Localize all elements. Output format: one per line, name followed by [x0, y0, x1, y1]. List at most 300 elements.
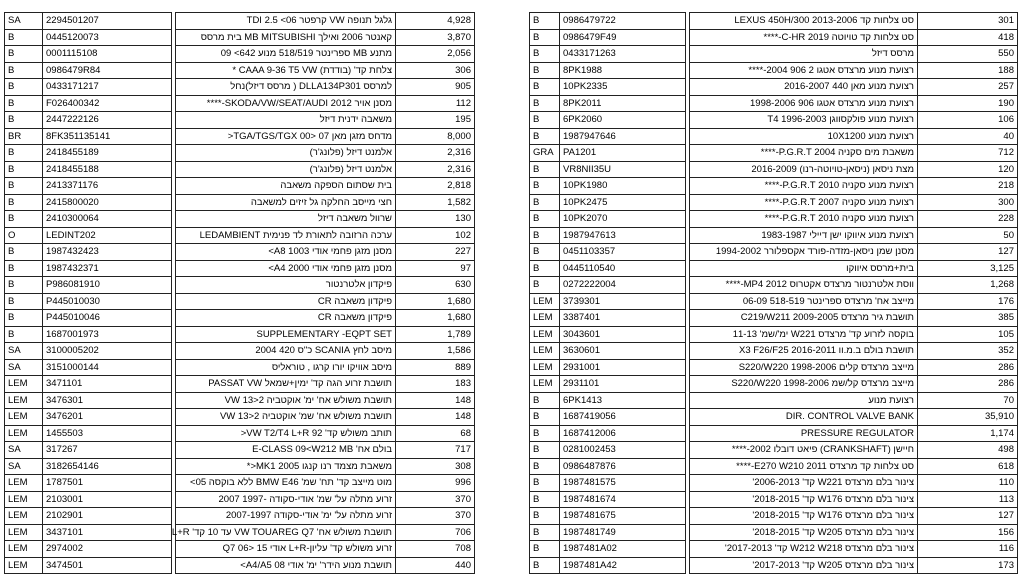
- part-number-cell: 2294501207: [43, 13, 172, 30]
- description-cell: מסנן מזגן פחמי אודי A8 1003>: [176, 244, 396, 261]
- description-cell: תושבת בולם ב.מ.וו X3 F26/F25 2016-2011: [690, 343, 918, 360]
- description-cell: DIR. CONTROL VALVE BANK: [690, 409, 918, 426]
- description-cell: סט צלחות קד טויוטה C-HR 2019-****: [690, 29, 918, 46]
- table-row: [530, 310, 1018, 327]
- category-code-cell: LEM: [5, 392, 43, 409]
- description-cell: מיסב אוויקו יורו קרגו , טוראליס: [176, 359, 396, 376]
- price-cell: 630: [396, 277, 475, 294]
- description-cell: מייצב מרצדס קל/שמ S220/W220 1998-2006: [690, 376, 918, 393]
- part-number-cell: 3182654146: [43, 458, 172, 475]
- part-number-cell: 3100005202: [43, 343, 172, 360]
- category-code-cell: B: [530, 458, 560, 475]
- price-cell: 97: [396, 260, 475, 277]
- category-code-cell: B: [530, 541, 560, 558]
- price-cell: 1,586: [396, 343, 475, 360]
- price-cell: 370: [396, 508, 475, 525]
- part-number-cell: 6PK1413: [560, 392, 686, 409]
- table-row: [530, 442, 1018, 459]
- part-number-cell: F026400342: [43, 95, 172, 112]
- category-code-cell: B: [5, 161, 43, 178]
- category-code-cell: B: [5, 277, 43, 294]
- category-code-cell: B: [530, 244, 560, 261]
- price-cell: 116: [918, 541, 1018, 558]
- table-row: [530, 293, 1018, 310]
- part-number-cell: 0445120073: [43, 29, 172, 46]
- table-row: [530, 541, 1018, 558]
- part-number-cell: PA1201: [560, 145, 686, 162]
- category-code-cell: B: [5, 145, 43, 162]
- price-cell: 3,125: [918, 260, 1018, 277]
- category-code-cell: B: [5, 310, 43, 327]
- price-cell: 35,910: [918, 409, 1018, 426]
- price-cell: 2,056: [396, 46, 475, 63]
- description-cell: תושבת משולש אח' ימ' אוקטביה 2<13 VW: [176, 392, 396, 409]
- part-number-cell: 3630601: [560, 343, 686, 360]
- table-row: [530, 326, 1018, 343]
- description-cell: חצי מייסב החלקה גל זיזים למשאבה: [176, 194, 396, 211]
- description-cell: רצועת מנוע: [690, 392, 918, 409]
- category-code-cell: B: [530, 260, 560, 277]
- category-code-cell: B: [530, 46, 560, 63]
- part-number-cell: 10PK2475: [560, 194, 686, 211]
- category-code-cell: LEM: [5, 376, 43, 393]
- category-code-cell: B: [530, 178, 560, 195]
- part-number-cell: 1455503: [43, 425, 172, 442]
- table-row: [530, 260, 1018, 277]
- description-cell: בולם אח' E-CLASS 09<W212 MB: [176, 442, 396, 459]
- part-number-cell: 0445110540: [560, 260, 686, 277]
- description-cell: קאנטר 2006 ואילך MB MITSUBISHI בית מרסס: [176, 29, 396, 46]
- price-cell: 717: [396, 442, 475, 459]
- part-number-cell: 2931001: [560, 359, 686, 376]
- category-code-cell: SA: [5, 359, 43, 376]
- price-cell: 102: [396, 227, 475, 244]
- category-code-cell: B: [530, 112, 560, 129]
- category-code-cell: LEM: [530, 376, 560, 393]
- table-row: [5, 161, 475, 178]
- price-cell: 110: [918, 475, 1018, 492]
- category-code-cell: LEM: [530, 293, 560, 310]
- part-number-cell: 10PK2070: [560, 211, 686, 228]
- table-row: [5, 409, 475, 426]
- table-row: [530, 145, 1018, 162]
- category-code-cell: B: [530, 557, 560, 574]
- price-cell: 301: [918, 13, 1018, 30]
- part-number-cell: 3151000144: [43, 359, 172, 376]
- part-number-cell: 1987481A42: [560, 557, 686, 574]
- table-row: [5, 211, 475, 228]
- price-cell: 440: [396, 557, 475, 574]
- description-cell: פיקדון משאבה CR: [176, 293, 396, 310]
- description-cell: צינור בלם מרצדס W176 קד' 2018-2015': [690, 491, 918, 508]
- description-cell: זרוע משולש קד' עליון-L+R אודי Q7 06> 15: [176, 541, 396, 558]
- part-number-cell: 2102901: [43, 508, 172, 525]
- table-row: [530, 161, 1018, 178]
- part-number-cell: LEDINT202: [43, 227, 172, 244]
- category-code-cell: B: [530, 524, 560, 541]
- part-number-cell: 2931101: [560, 376, 686, 393]
- part-number-cell: 3043601: [560, 326, 686, 343]
- table-row: [530, 376, 1018, 393]
- price-cell: 300: [918, 194, 1018, 211]
- part-number-cell: 0281002453: [560, 442, 686, 459]
- table-row: [530, 277, 1018, 294]
- description-cell: סט צלחות קד LEXUS 450H/300 2013-2006: [690, 13, 918, 30]
- category-code-cell: LEM: [530, 343, 560, 360]
- price-cell: 127: [918, 244, 1018, 261]
- description-cell: מסנן מזגן פחמי אודי A4 2000>: [176, 260, 396, 277]
- table-row: [5, 359, 475, 376]
- description-cell: פיקדון משאבה CR: [176, 310, 396, 327]
- price-cell: 105: [918, 326, 1018, 343]
- price-cell: 550: [918, 46, 1018, 63]
- table-row: [5, 227, 475, 244]
- category-code-cell: B: [5, 244, 43, 261]
- table-row: [530, 178, 1018, 195]
- part-number-cell: 10PK2335: [560, 79, 686, 96]
- description-cell: SUPPLEMENTARY -EQPT SET: [176, 326, 396, 343]
- category-code-cell: LEM: [5, 409, 43, 426]
- category-code-cell: BR: [5, 128, 43, 145]
- price-cell: 306: [396, 62, 475, 79]
- part-number-cell: 1987947613: [560, 227, 686, 244]
- description-cell: צינור בלם מרצדס W212 W218 קד' 2017-2013': [690, 541, 918, 558]
- description-cell: מסנן שמן ניסאן-מזדה-פורד אקספלורר 1994-2002: [690, 244, 918, 261]
- part-number-cell: 10PK1980: [560, 178, 686, 195]
- table-row: [5, 260, 475, 277]
- table-row: [530, 95, 1018, 112]
- table-row: [530, 475, 1018, 492]
- price-cell: 385: [918, 310, 1018, 327]
- category-code-cell: LEM: [530, 326, 560, 343]
- part-number-cell: 1687412006: [560, 425, 686, 442]
- description-cell: תושבת גיר מרצדס C219/W211 2009-2005: [690, 310, 918, 327]
- description-cell: שרוול משאבה דיזל: [176, 211, 396, 228]
- price-cell: 112: [396, 95, 475, 112]
- price-cell: 706: [396, 524, 475, 541]
- description-cell: זרוע מתלה על' ימ' אודי-סקודה 2007-1997: [176, 508, 396, 525]
- price-cell: 1,680: [396, 310, 475, 327]
- description-cell: רצועת מנוע מרצדס אטגו 906 1998-2006: [690, 95, 918, 112]
- category-code-cell: B: [5, 293, 43, 310]
- part-number-cell: 1987481749: [560, 524, 686, 541]
- table-row: [5, 79, 475, 96]
- price-cell: 156: [918, 524, 1018, 541]
- part-number-cell: 1987481A02: [560, 541, 686, 558]
- part-number-cell: 1987947646: [560, 128, 686, 145]
- description-cell: רצועת מנוע מרצדס אטגו 2 906 2004-****: [690, 62, 918, 79]
- price-cell: 498: [918, 442, 1018, 459]
- part-number-cell: P986081910: [43, 277, 172, 294]
- left-table-body: [5, 13, 475, 574]
- price-cell: 190: [918, 95, 1018, 112]
- part-number-cell: 6PK2060: [560, 112, 686, 129]
- part-number-cell: 2418455189: [43, 145, 172, 162]
- description-cell: משאבה ידנית דיזל: [176, 112, 396, 129]
- description-cell: PRESSURE REGULATOR: [690, 425, 918, 442]
- part-number-cell: 1987481674: [560, 491, 686, 508]
- part-number-cell: 8PK2011: [560, 95, 686, 112]
- part-number-cell: 1987481675: [560, 508, 686, 525]
- price-cell: 176: [918, 293, 1018, 310]
- table-row: [530, 244, 1018, 261]
- category-code-cell: B: [530, 62, 560, 79]
- price-cell: 370: [396, 491, 475, 508]
- description-cell: מדחס מזגן מאן TGA/TGS/TGX 00> 07<: [176, 128, 396, 145]
- part-number-cell: 0433171263: [560, 46, 686, 63]
- description-cell: מסנן אויר SKODA/VW/SEAT/AUDI 2012-****: [176, 95, 396, 112]
- category-code-cell: SA: [5, 442, 43, 459]
- part-number-cell: 0986479R84: [43, 62, 172, 79]
- price-cell: 127: [918, 508, 1018, 525]
- price-cell: 148: [396, 392, 475, 409]
- price-cell: 712: [918, 145, 1018, 162]
- table-row: [5, 557, 475, 574]
- part-number-cell: 2418455188: [43, 161, 172, 178]
- table-row: [5, 524, 475, 541]
- table-row: [5, 326, 475, 343]
- table-row: [5, 29, 475, 46]
- table-row: [5, 475, 475, 492]
- description-cell: מיסב לחץ SCANIA כ"ס 420 2004: [176, 343, 396, 360]
- price-cell: 2,316: [396, 145, 475, 162]
- description-cell: רצועת מנוע מאן 440 2016-2007: [690, 79, 918, 96]
- table-row: [530, 491, 1018, 508]
- category-code-cell: LEM: [530, 359, 560, 376]
- description-cell: מרסס דיזל: [690, 46, 918, 63]
- price-cell: 228: [918, 211, 1018, 228]
- price-cell: 40: [918, 128, 1018, 145]
- table-row: [5, 442, 475, 459]
- price-cell: 227: [396, 244, 475, 261]
- right-table-body: [530, 13, 1018, 574]
- part-number-cell: 3387401: [560, 310, 686, 327]
- table-row: [530, 508, 1018, 525]
- price-cell: 70: [918, 392, 1018, 409]
- category-code-cell: B: [5, 46, 43, 63]
- category-code-cell: B: [530, 277, 560, 294]
- table-row: [530, 79, 1018, 96]
- description-cell: צלחת קד' (בודדת) CAAA 9-36 T5 VW *: [176, 62, 396, 79]
- description-cell: תושבת מנוע הידר' ימ' אודי A4/A5 08>: [176, 557, 396, 574]
- part-number-cell: 1987432371: [43, 260, 172, 277]
- table-row: [530, 112, 1018, 129]
- description-cell: פיקדון אלטרנטור: [176, 277, 396, 294]
- category-code-cell: GRA: [530, 145, 560, 162]
- category-code-cell: SA: [5, 458, 43, 475]
- part-number-cell: P445010030: [43, 293, 172, 310]
- table-row: [5, 458, 475, 475]
- table-row: [530, 13, 1018, 30]
- category-code-cell: B: [530, 475, 560, 492]
- price-cell: 1,582: [396, 194, 475, 211]
- description-cell: מייצב מרצדס קלים S220/W220 1998-2006: [690, 359, 918, 376]
- table-row: [530, 392, 1018, 409]
- description-cell: למרסס DLLA134P301 ( מרסס דיזל)נחל: [176, 79, 396, 96]
- price-cell: 1,789: [396, 326, 475, 343]
- table-row: [530, 425, 1018, 442]
- part-number-cell: 2103001: [43, 491, 172, 508]
- price-cell: 286: [918, 359, 1018, 376]
- price-cell: 218: [918, 178, 1018, 195]
- price-cell: 1,174: [918, 425, 1018, 442]
- table-row: [530, 46, 1018, 63]
- description-cell: בוקסה לזרוע קד' מרצדס W221 ימ'/שמ' 11-13: [690, 326, 918, 343]
- category-code-cell: B: [530, 491, 560, 508]
- description-cell: ווסת אלטרנטור מרצדס אקטרוס MP4 2012-****: [690, 277, 918, 294]
- price-cell: 4,928: [396, 13, 475, 30]
- part-number-cell: 2410300064: [43, 211, 172, 228]
- category-code-cell: B: [530, 227, 560, 244]
- description-cell: חיישן (CRANKSHAFT) פיאט דובלו 2002-****: [690, 442, 918, 459]
- part-number-cell: 0272222004: [560, 277, 686, 294]
- description-cell: צינור בלם מרצדס W221 קד' 2006-2013': [690, 475, 918, 492]
- category-code-cell: B: [530, 442, 560, 459]
- table-row: [530, 29, 1018, 46]
- right-parts-table: [529, 12, 1018, 574]
- price-cell: 130: [396, 211, 475, 228]
- price-cell: 996: [396, 475, 475, 492]
- description-cell: רצועת מנוע סקניה P.G.R.T 2010-****: [690, 178, 918, 195]
- category-code-cell: B: [530, 194, 560, 211]
- description-cell: רצועת מנוע פולקסווגן T4 1996-2003: [690, 112, 918, 129]
- category-code-cell: LEM: [530, 310, 560, 327]
- description-cell: מייצב אח' מרצדס ספרינטר 518-519 06-09: [690, 293, 918, 310]
- part-number-cell: 2413371176: [43, 178, 172, 195]
- category-code-cell: B: [530, 508, 560, 525]
- table-row: [5, 145, 475, 162]
- part-number-cell: VR8NII35U: [560, 161, 686, 178]
- price-cell: 905: [396, 79, 475, 96]
- category-code-cell: B: [530, 128, 560, 145]
- category-code-cell: B: [530, 409, 560, 426]
- part-number-cell: 1787501: [43, 475, 172, 492]
- category-code-cell: B: [530, 392, 560, 409]
- price-cell: 2,316: [396, 161, 475, 178]
- category-code-cell: O: [5, 227, 43, 244]
- table-row: [5, 376, 475, 393]
- category-code-cell: B: [530, 13, 560, 30]
- description-cell: רצועת מנוע איווקו ישן דיילי 1983-1987: [690, 227, 918, 244]
- category-code-cell: SA: [5, 13, 43, 30]
- category-code-cell: LEM: [5, 541, 43, 558]
- description-cell: זרוע מתלה על' שמ' אודי-סקודה -1997 2007: [176, 491, 396, 508]
- category-code-cell: B: [5, 326, 43, 343]
- category-code-cell: B: [5, 194, 43, 211]
- part-number-cell: 1687419056: [560, 409, 686, 426]
- table-row: [5, 95, 475, 112]
- table-row: [530, 128, 1018, 145]
- price-cell: 2,818: [396, 178, 475, 195]
- price-cell: 286: [918, 376, 1018, 393]
- category-code-cell: LEM: [5, 508, 43, 525]
- part-number-cell: 1687001973: [43, 326, 172, 343]
- table-row: [530, 211, 1018, 228]
- table-row: [5, 293, 475, 310]
- description-cell: תושבת משולש אח' שמ' אוקטביה 2<13 VW: [176, 409, 396, 426]
- description-cell: רצועת מנוע סקניה P.G.R.T 2007-****: [690, 194, 918, 211]
- table-row: [5, 112, 475, 129]
- table-row: [5, 310, 475, 327]
- part-number-cell: 8PK1988: [560, 62, 686, 79]
- price-cell: 308: [396, 458, 475, 475]
- description-cell: ערכה הרזובה לתאורת לד פנימית LEDAMBIENT: [176, 227, 396, 244]
- category-code-cell: B: [530, 211, 560, 228]
- category-code-cell: B: [530, 161, 560, 178]
- table-row: [5, 13, 475, 30]
- description-cell: תותב משולש קד' VW T2/T4 L+R 92<: [176, 425, 396, 442]
- description-cell: תושבת זרוע הגה קד' ימין+שמאל PASSAT VW: [176, 376, 396, 393]
- description-cell: משאבת מים סקניה P.G.R.T 2004-****: [690, 145, 918, 162]
- table-row: [5, 508, 475, 525]
- part-number-cell: 2974002: [43, 541, 172, 558]
- category-code-cell: B: [530, 29, 560, 46]
- category-code-cell: B: [5, 211, 43, 228]
- category-code-cell: B: [5, 178, 43, 195]
- part-number-cell: 1987481575: [560, 475, 686, 492]
- table-row: [530, 409, 1018, 426]
- table-row: [530, 359, 1018, 376]
- price-cell: 3,870: [396, 29, 475, 46]
- price-cell: 120: [918, 161, 1018, 178]
- table-row: [530, 227, 1018, 244]
- table-row: [5, 541, 475, 558]
- table-row: [5, 46, 475, 63]
- part-number-cell: 0433171217: [43, 79, 172, 96]
- description-cell: רצועת מנוע 10X1200: [690, 128, 918, 145]
- price-cell: 50: [918, 227, 1018, 244]
- price-cell: 352: [918, 343, 1018, 360]
- description-cell: צינור בלם מרצדס W205 קד' 2017-2013': [690, 557, 918, 574]
- table-row: [5, 244, 475, 261]
- price-cell: 708: [396, 541, 475, 558]
- part-number-cell: P445010046: [43, 310, 172, 327]
- price-cell: 106: [918, 112, 1018, 129]
- price-cell: 173: [918, 557, 1018, 574]
- description-cell: תושבת משולש אח' VW TOUAREG Q7 עד 10 קד' L+R: [176, 524, 396, 541]
- price-cell: 418: [918, 29, 1018, 46]
- description-cell: אלמנט דיזל (פלונג'ר): [176, 161, 396, 178]
- table-row: [530, 62, 1018, 79]
- table-row: [530, 194, 1018, 211]
- price-cell: 195: [396, 112, 475, 129]
- part-number-cell: 2447222126: [43, 112, 172, 129]
- price-cell: 8,000: [396, 128, 475, 145]
- table-row: [530, 557, 1018, 574]
- category-code-cell: B: [530, 95, 560, 112]
- part-number-cell: 3476201: [43, 409, 172, 426]
- category-code-cell: B: [5, 260, 43, 277]
- price-cell: 183: [396, 376, 475, 393]
- category-code-cell: LEM: [5, 524, 43, 541]
- part-number-cell: 3437101: [43, 524, 172, 541]
- table-row: [530, 458, 1018, 475]
- description-cell: אלמנט דיזל (פלונג'ר): [176, 145, 396, 162]
- table-row: [530, 343, 1018, 360]
- category-code-cell: B: [5, 29, 43, 46]
- table-row: [5, 343, 475, 360]
- category-code-cell: B: [530, 425, 560, 442]
- description-cell: בית+מרסס איווקו: [690, 260, 918, 277]
- table-row: [5, 178, 475, 195]
- description-cell: צינור בלם מרצדס W205 קד' 2018-2015': [690, 524, 918, 541]
- part-number-cell: 1987432423: [43, 244, 172, 261]
- category-code-cell: B: [5, 95, 43, 112]
- part-number-cell: 0986487876: [560, 458, 686, 475]
- category-code-cell: B: [5, 79, 43, 96]
- price-cell: 257: [918, 79, 1018, 96]
- price-cell: 188: [918, 62, 1018, 79]
